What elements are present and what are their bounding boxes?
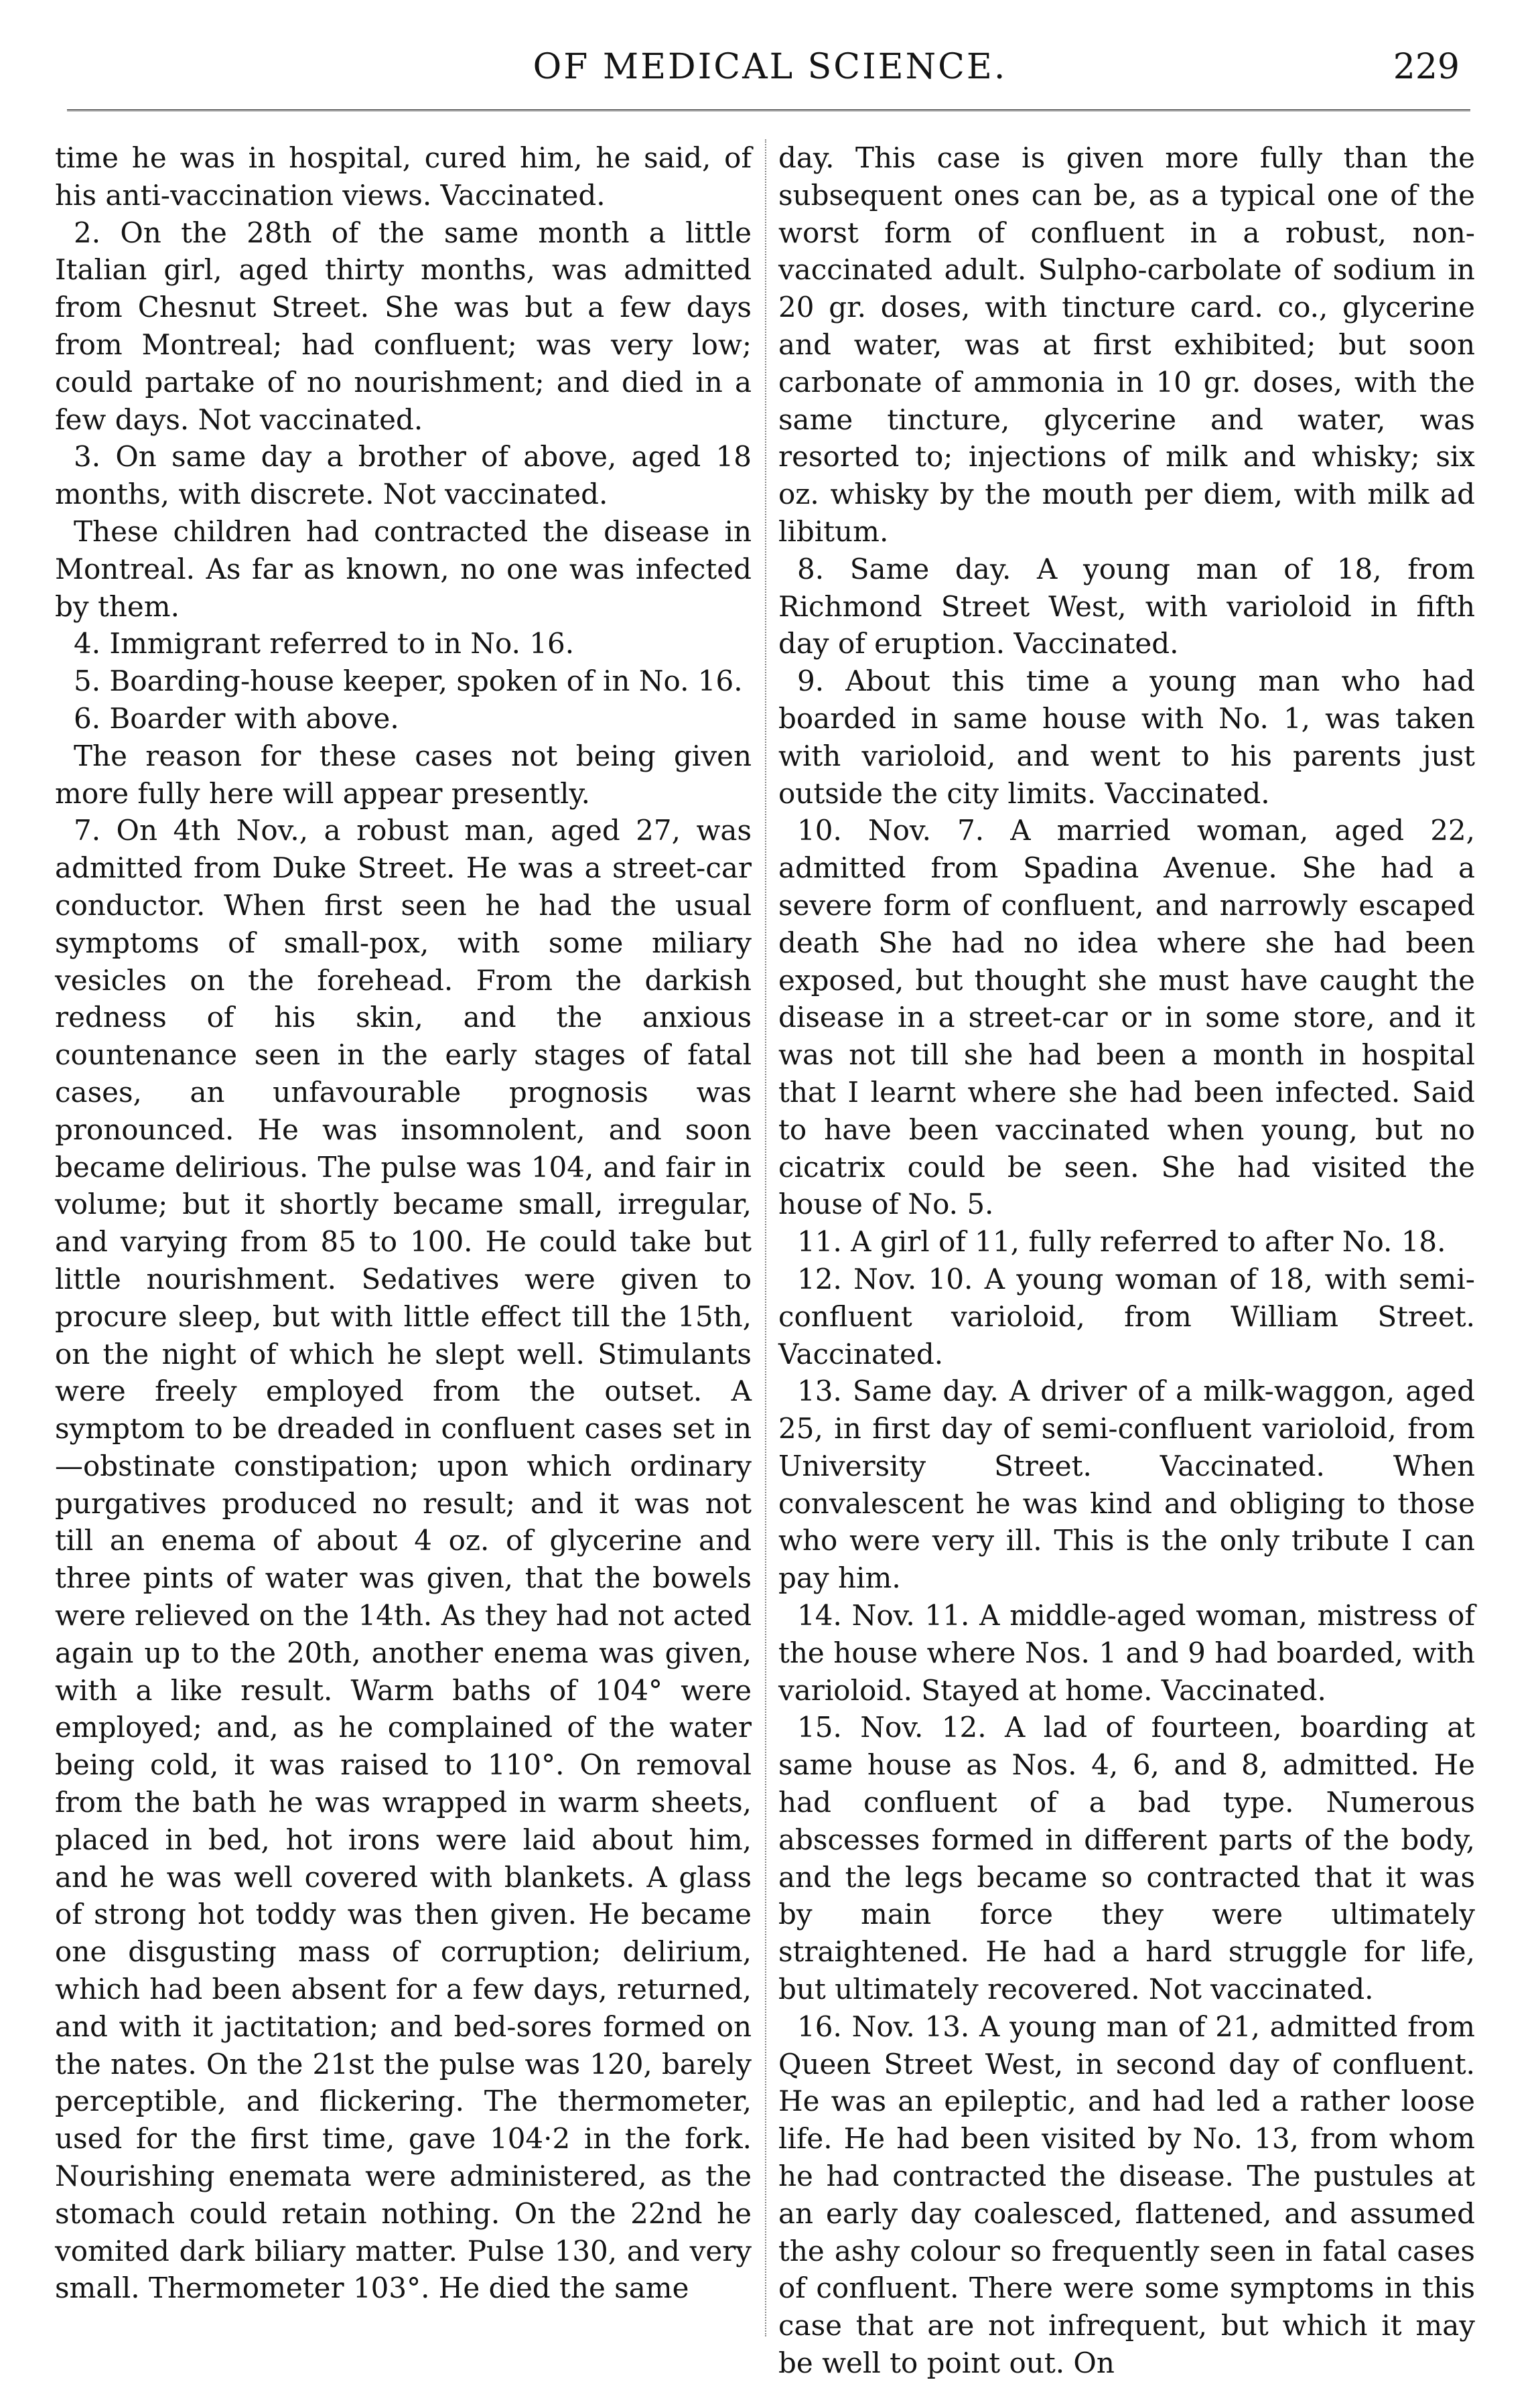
paragraph: 14. Nov. 11. A middle-aged woman, mistress of the house where Nos. 1 and 9 had boarded, with varioloid. Stayed at home. Vaccinated. xyxy=(778,1599,1475,1707)
paragraph: 4. Immigrant referred to in No. 16. xyxy=(74,627,575,660)
running-title: OF MEDICAL SCIENCE. xyxy=(533,47,1007,87)
left-column xyxy=(55,139,752,2307)
header-rule xyxy=(67,109,1470,111)
paragraph: 13. Same day. A driver of a milk-waggon, aged 25, in first day of semi-confluent varioloid, from University Street. Vaccinated. When convalescent he was kind and obliging to those who were very ill. This is the only tribute I can pay him. xyxy=(778,1375,1475,1595)
paragraph: 7. On 4th Nov., a robust man, aged 27, was admitted from Duke Street. He was a street-car conductor. When first seen he had the usual symptoms of small-pox, with some miliary vesicles on the forehead. From the darkish redness of his skin, and the anxious countenance seen in the early stages of fatal cases, an unfavourable prognosis was pronounced. He was insomnolent, and soon became delirious. The pulse was 104, and fair in volume; but it shortly became small, irregular, and varying from 85 to 100. He could take but little nourishment. Sedatives were given to procure sleep, but with little effect till the 15th, on the night of which he slept well. Stimulants were freely employed from the outset. A symptom to be dreaded in confluent cases set in—obstinate constipation; upon which ordinary purgatives produced no result; and it was not till an enema of about 4 oz. of glycerine and three pints of water was given, that the bowels were relieved on the 14th. As they had not acted again up to the 20th, another enema was given, with a like result. Warm baths of 104° were employed; and, as he complained of the water being cold, it was raised to 110°. On removal from the bath he was wrapped in warm sheets, placed in bed, hot irons were laid about him, and he was well covered with blankets. A glass of strong hot toddy was then given. He became one disgusting mass of corruption; delirium, which had been absent for a few days, returned, and with it jactitation; and bed-sores formed on the nates. On the 21st the pulse was 120, barely perceptible, and flickering. The thermometer, used for the first time, gave 104·2 in the fork. Nourishing enemata were administered, as the stomach could retain nothing. On the 22nd he vomited dark biliary matter. Pulse 130, and very small. Thermometer 103°. He died the same xyxy=(55,814,752,2305)
paragraph: 16. Nov. 13. A young man of 21, admitted from Queen Street West, in second day of confluent. He was an epileptic, and had led a rather loose life. He had been visited by No. 13, from whom he had contracted the disease. The pustules at an early day coalesced, flattened, and assumed the ashy colour so frequently seen in fatal cases of confluent. There were some symptoms in this case that are not infrequent, but which it may be well to point out. On xyxy=(778,2010,1475,2380)
paragraph: 8. Same day. A young man of 18, from Richmond Street West, with varioloid in fifth day of eruption. Vaccinated. xyxy=(778,552,1475,660)
paragraph: These children had contracted the disease in Montreal. As far as known, no one was infected by them. xyxy=(55,514,752,623)
paragraph: 12. Nov. 10. A young woman of 18, with semi-confluent varioloid, from William Street. Vaccinated. xyxy=(778,1262,1475,1371)
paragraph: 2. On the 28th of the same month a little Italian girl, aged thirty months, was admitted from Chesnut Street. She was but a few days from Montreal; had confluent; was very low; could partake of no nourishment; and died in a few days. Not vaccinated. xyxy=(55,216,752,436)
column-divider xyxy=(765,139,766,2336)
paragraph: 15. Nov. 12. A lad of fourteen, boarding at same house as Nos. 4, 6, and 8, admitted. He had confluent of a bad type. Numerous abscesses formed in different parts of the body, and the legs became so contracted that it was by main force they were ultimately straightened. He had a hard struggle for life, but ultimately recovered. Not vaccinated. xyxy=(778,1711,1475,2006)
paragraph: 10. Nov. 7. A married woman, aged 22, admitted from Spadina Avenue. She had a severe form of confluent, and narrowly escaped death She had no idea where she had been exposed, but thought she must have caught the disease in a street-car or in some store, and it was not till she had been a month in hospital that I learnt where she had been infected. Said to have been vaccinated when young, but no cicatrix could be seen. She had visited the house of No. 5. xyxy=(778,814,1475,1221)
right-column xyxy=(778,139,1475,2382)
paragraph: 3. On same day a brother of above, aged 18 months, with discrete. Not vaccinated. xyxy=(55,440,752,511)
paragraph: day. This case is given more fully than the subsequent ones can be, as a typical one of the worst form of confluent in a robust, non-vaccinated adult. Sulpho-carbolate of sodium in 20 gr. doses, with tincture card. co., glycerine and water, was at first exhibited; but soon carbonate of ammonia in 10 gr. doses, with the same tincture, glycerine and water, was resorted to; injections of milk and whisky; six oz. whisky by the mouth per diem, with milk ad libitum. xyxy=(778,141,1475,548)
paragraph: The reason for these cases not being given more fully here will appear presently. xyxy=(55,739,752,810)
page-number: 229 xyxy=(1393,47,1460,87)
paragraph: 9. About this time a young man who had boarded in same house with No. 1, was taken with varioloid, and went to his parents just outside the city limits. Vaccinated. xyxy=(778,664,1475,810)
paragraph: 5. Boarding-house keeper, spoken of in No. 16. xyxy=(74,664,743,698)
paragraph: 11. A girl of 11, fully referred to after No. 18. xyxy=(797,1225,1446,1259)
page-header xyxy=(0,42,1540,95)
paragraph: time he was in hospital, cured him, he said, of his anti-vaccination views. Vaccinated. xyxy=(55,141,752,212)
paragraph: 6. Boarder with above. xyxy=(74,701,399,735)
